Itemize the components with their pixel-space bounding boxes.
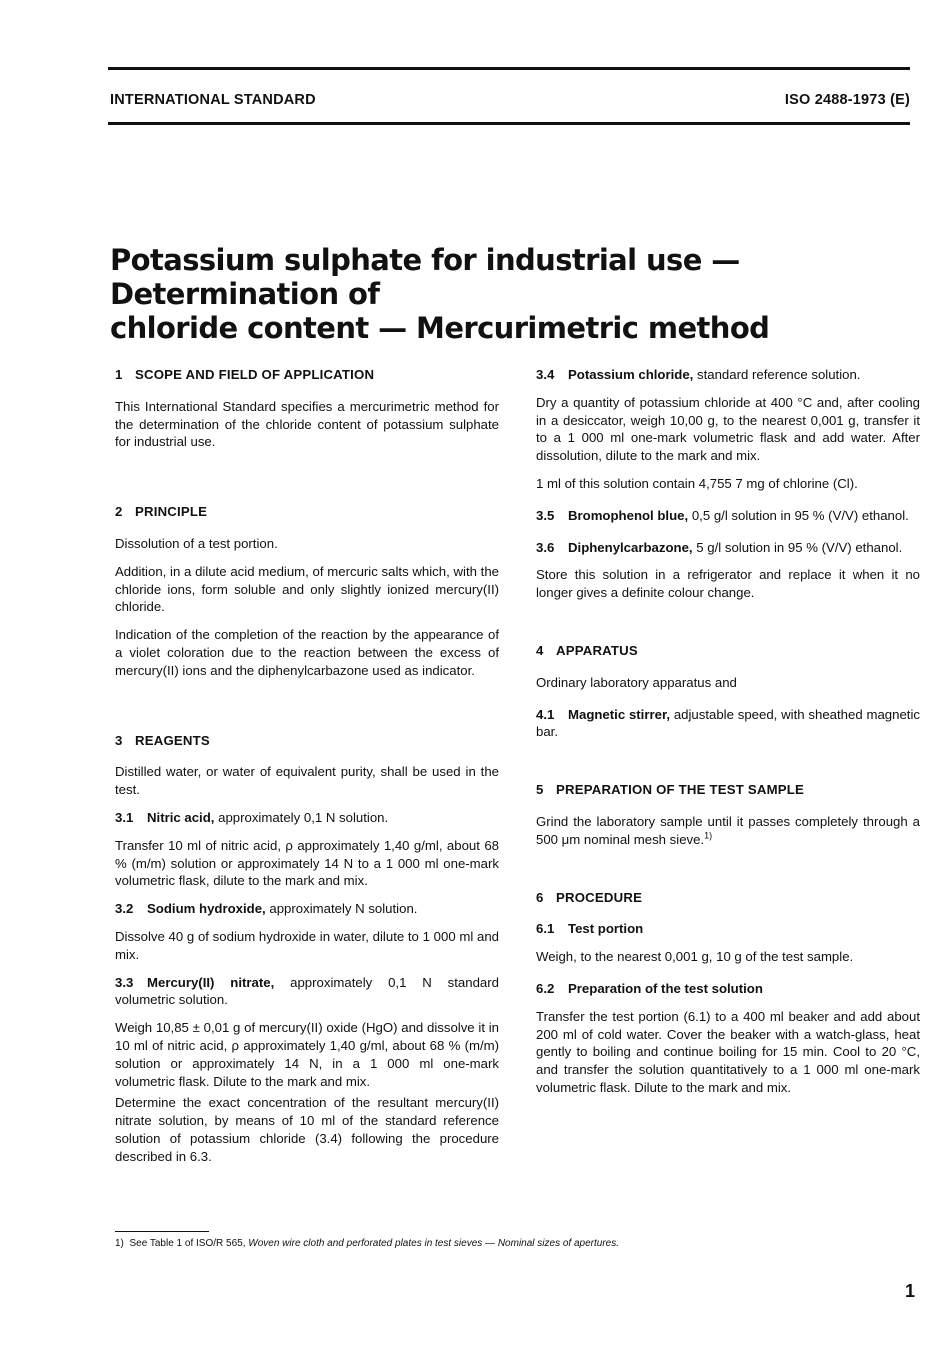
section-2-text-1: Dissolution of a test portion. [115,535,278,551]
title-line-1: Potassium sulphate for industrial use — Determination of [110,243,740,311]
left-column [115,366,499,1176]
section-4-text: Ordinary laboratory apparatus and [536,674,737,690]
section-3-4-heading: 3.4 Potassium chloride, standard reference solution. [536,367,861,382]
section-6-1-text: Weigh, to the nearest 0,001 g, 10 g of the test sample. [536,949,854,965]
section-2-text-3: Indication of the completion of the reaction by the appearance of a violet coloration due to the reaction between the excess of mercury(II) ions and the diphenylcarbazone used as indicator. [115,627,499,678]
section-3-4-text-2: 1 ml of this solution contain 4,755 7 mg of chlorine (Cl). [536,475,858,491]
section-3-2-text: Dissolve 40 g of sodium hydroxide in water, dilute to 1 000 ml and mix. [115,928,499,962]
header-top-rule [108,67,910,70]
section-3-heading: 3 REAGENTS [115,732,210,748]
page-number: 1 [905,1281,916,1301]
section-3-4-text-1: Dry a quantity of potassium chloride at 400 °C and, after cooling in a desiccator, weigh 10,00 g, to the nearest 0,001 g, transfer it to a 1 000 ml one-mark volumetric flask and add water. After dissolution, dilute to the mark and mix. [536,394,920,464]
right-column [536,366,920,1107]
header-bottom-rule [108,122,910,125]
header-right: ISO 2488-1973 (E) [784,92,910,108]
section-5-text: Grind the laboratory sample until it passes completely through a 500 μm nominal mesh sieve.$^{1)}$ [536,813,920,847]
section-3-3-text-2: Determine the exact concentration of the resultant mercury(II) nitrate solution, by means of 10 ml of the standard reference solution of potassium chloride (3.4) following the procedure described in 6.3. [115,1095,499,1164]
section-1-heading: 1 SCOPE AND FIELD OF APPLICATION [115,367,375,382]
section-6-1-heading: 6.1 Test portion [536,921,644,937]
footnote-rule [115,1231,209,1232]
section-6-heading: 6 PROCEDURE [536,889,643,905]
header-left: INTERNATIONAL STANDARD [110,92,316,108]
section-4-heading: 4 APPARATUS [536,642,638,658]
section-3-3-text-1: Weigh 10,85 ± 0,01 g of mercury(II) oxide (HgO) and dissolve it in 10 ml of nitric acid, ρ approximately 1,40 g/ml, about 68 % (m/m) solution or approximately 14 N, in a 1 000 ml one-mark volumetric flask. Dilute to the mark and mix. [115,1020,499,1089]
section-2-heading: 2 PRINCIPLE [115,504,208,520]
section-3-1-text: Transfer 10 ml of nitric acid, ρ approximately 1,40 g/ml, about 68 % (m/m) solution or approximately 14 N to a 1 000 ml one-mark volumetric flask, dilute to the mark and mix. [115,837,499,889]
section-3-6-text: Store this solution in a refrigerator and replace it when it no longer gives a definite colour change. [536,567,920,601]
section-2-text-2: Addition, in a dilute acid medium, of mercuric salts which, with the chloride ions, form soluble and only slightly ionized mercury(II) chloride. [115,563,499,615]
title-line-2: chloride content — Mercurimetric method [110,311,770,345]
section-3-3-heading: 3.3 Mercury(II) nitrate, approximately 0,1 N standard volumetric solution. [115,974,499,1008]
section-6-2-heading: 6.2 Preparation of the test solution [536,980,763,996]
footnote-ref: 1) [704,830,713,841]
section-3-5-heading: 3.5 Bromophenol blue, 0,5 g/l solution in 95 % (V/V) ethanol. [536,507,909,523]
section-3-6-heading: 3.6 Diphenylcarbazone, 5 g/l solution in 95 % (V/V) ethanol. [536,539,903,555]
section-6-2-text: Transfer the test portion (6.1) to a 400 ml beaker and add about 200 ml of cold water. Cover the beaker with a watch-glass, heat gently to boiling and continue boiling for 15 min. Cool to 20 °C, and transfer the solution quantitatively to a 1 000 ml one-mark volumetric flask. Dilute to the mark and mix. [536,1008,920,1095]
footnote: 1) See Table 1 of ISO/R 565, Woven wire cloth and perforated plates in test sieves — Nominal sizes of apertures. [115,1238,619,1249]
section-3-text: Distilled water, or water of equivalent purity, shall be used in the test. [115,764,499,798]
section-1-text: This International Standard specifies a mercurimetric method for the determination of the chloride content of potassium sulphate for industrial use. [115,398,499,450]
section-5-heading: 5 PREPARATION OF THE TEST SAMPLE [536,782,805,798]
page-title [110,243,910,345]
section-4-1-heading: 4.1 Magnetic stirrer, adjustable speed, with sheathed magnetic bar. [536,706,920,740]
section-3-2-heading: 3.2 Sodium hydroxide, approximately N solution. [115,901,418,917]
section-3-1-heading: 3.1 Nitric acid, approximately 0,1 N solution. [115,809,389,825]
